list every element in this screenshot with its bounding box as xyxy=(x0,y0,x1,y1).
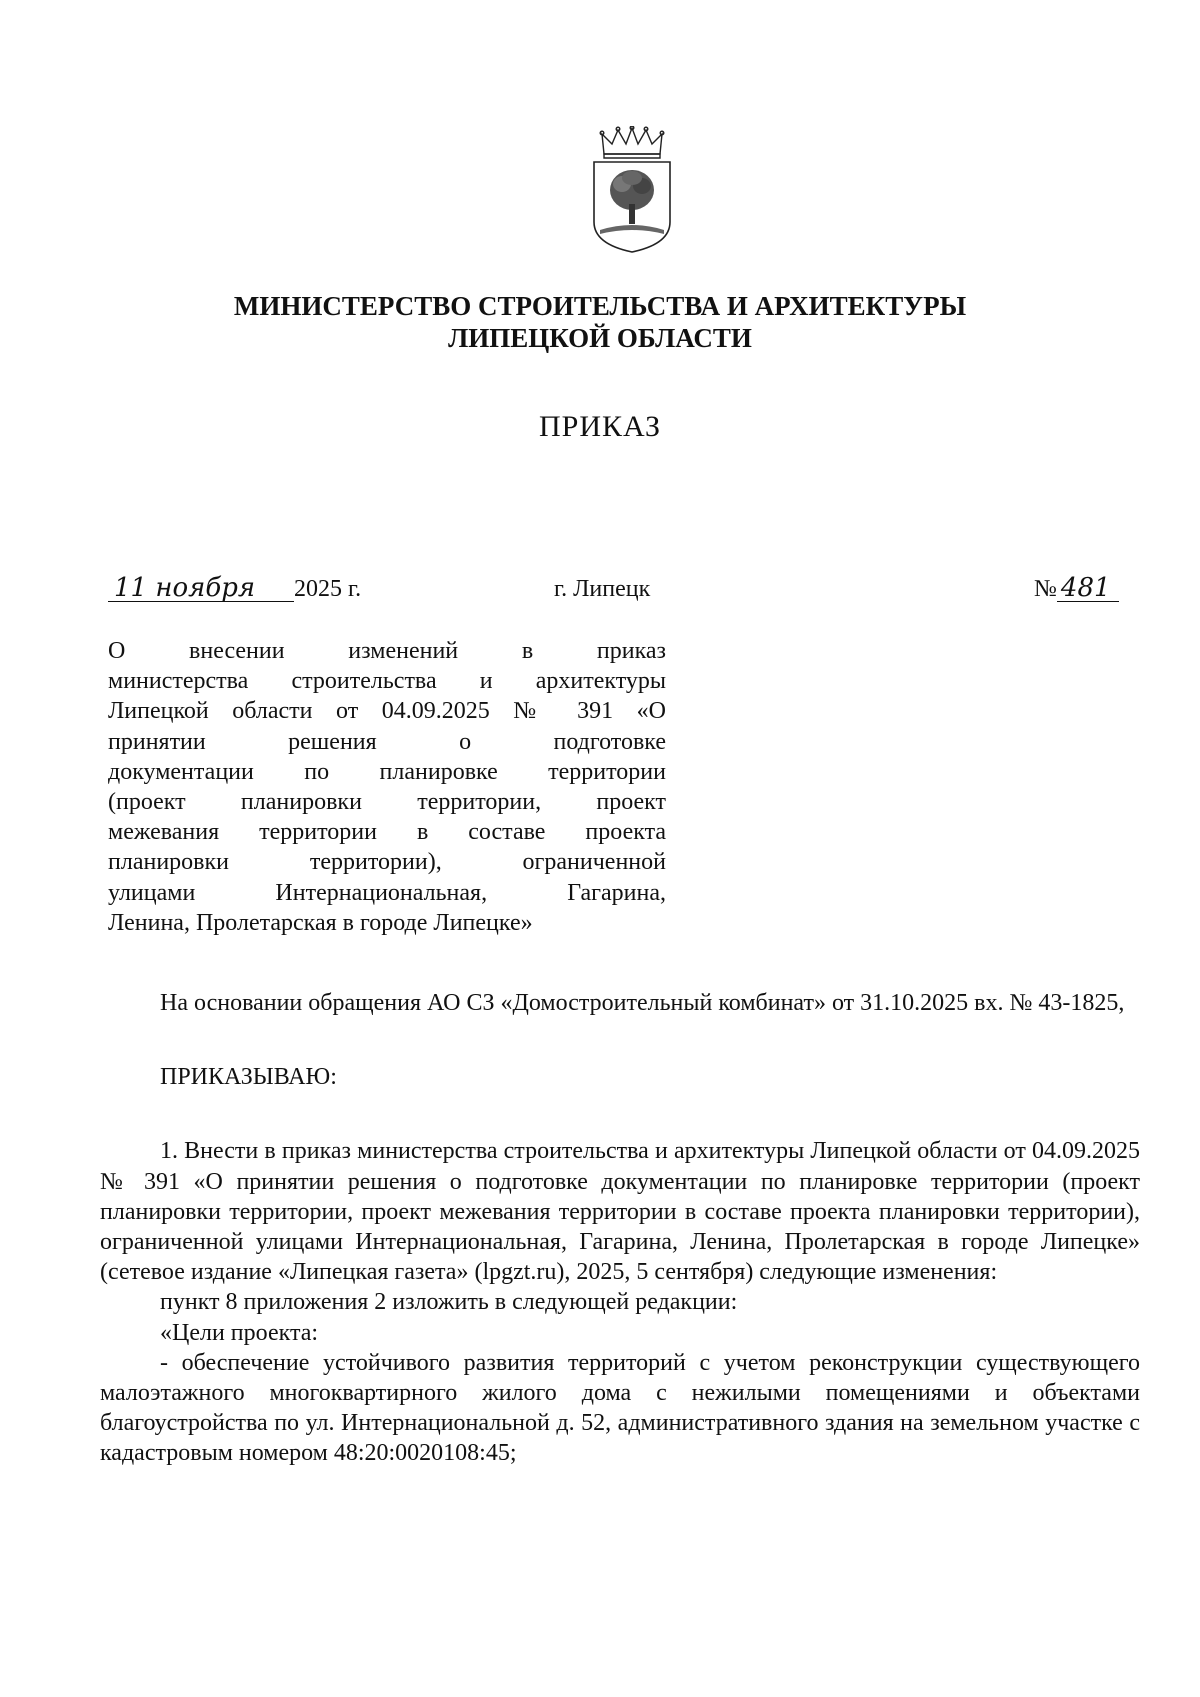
goal-1-paragraph: - обеспечение устойчивого развития территорий с учетом реконструкции существующего малоэтажного многоквартирного жилого дома с нежилыми помещениями и объектами благоустройства по ул. Интернациональной д. 52, административного здания на земельном участке с кадастровым номером 48:20:0020108:45; xyxy=(100,1349,1140,1467)
ministry-title-line-1: МИНИСТЕРСТВО СТРОИТЕЛЬСТВА И АРХИТЕКТУРЫ xyxy=(233,291,967,321)
subject-line: межевания территории в составе проекта xyxy=(108,819,666,846)
subject-line: планировки территории), ограниченной xyxy=(108,849,666,876)
subject-line: О внесении изменений в приказ xyxy=(108,638,666,664)
document-type: ПРИКАЗ xyxy=(539,410,661,443)
subject-line: министерства строительства и архитектуры xyxy=(108,668,666,695)
subject-line: документации по планировке территории xyxy=(108,758,666,785)
tree-icon xyxy=(610,170,654,224)
document-body xyxy=(100,988,1140,1469)
year-text: 2025 г. xyxy=(294,576,362,602)
handwritten-number: 481 xyxy=(1057,575,1119,602)
item-1-paragraph: 1. Внести в приказ министерства строительства и архитектуры Липецкой области от 04.09.2025 № 391 «О принятии решения о подготовке документации по планировке территории (проект планировки территории, проект межевания территории в составе проекта планировки территории), ограниченной улицами Интернациональная, Гагарина, Ленина, Пролетарская в городе Липецке» (сетевое издание «Липецкая газета» (lpgzt.ru), 2025, 5 сентября) следующие изменения: xyxy=(100,1138,1140,1286)
subject-line: Ленина, Пролетарская в городе Липецке» xyxy=(108,909,533,936)
subject-line: принятии решения о подготовке xyxy=(108,728,666,755)
subject-line: улицами Интернациональная, Гагарина, xyxy=(108,879,666,906)
ministry-title-line-2: ЛИПЕЦКОЙ ОБЛАСТИ xyxy=(448,323,752,353)
subject-block xyxy=(108,636,666,938)
number-block xyxy=(1034,574,1119,604)
subject-line: Липецкой области от 04.09.2025 № 391 «О xyxy=(108,698,666,725)
item-1-subparagraph: пункт 8 приложения 2 изложить в следующей редакции: xyxy=(160,1289,738,1316)
crown-icon xyxy=(600,126,664,158)
goals-heading: «Цели проекта: xyxy=(160,1319,319,1346)
order-directive: ПРИКАЗЫВАЮ: xyxy=(160,1064,337,1091)
number-label: № xyxy=(1034,576,1057,602)
handwritten-date: 11 ноября xyxy=(108,575,294,602)
city-text: г. Липецк xyxy=(554,576,651,602)
subject-line: (проект планировки территории, проект xyxy=(108,789,666,816)
basis-paragraph: На основании обращения АО СЗ «Домостроительный комбинат» от 31.10.2025 вх. № 43-1825, xyxy=(160,990,1125,1016)
date-block xyxy=(108,574,361,604)
coat-of-arms-emblem xyxy=(584,126,680,254)
